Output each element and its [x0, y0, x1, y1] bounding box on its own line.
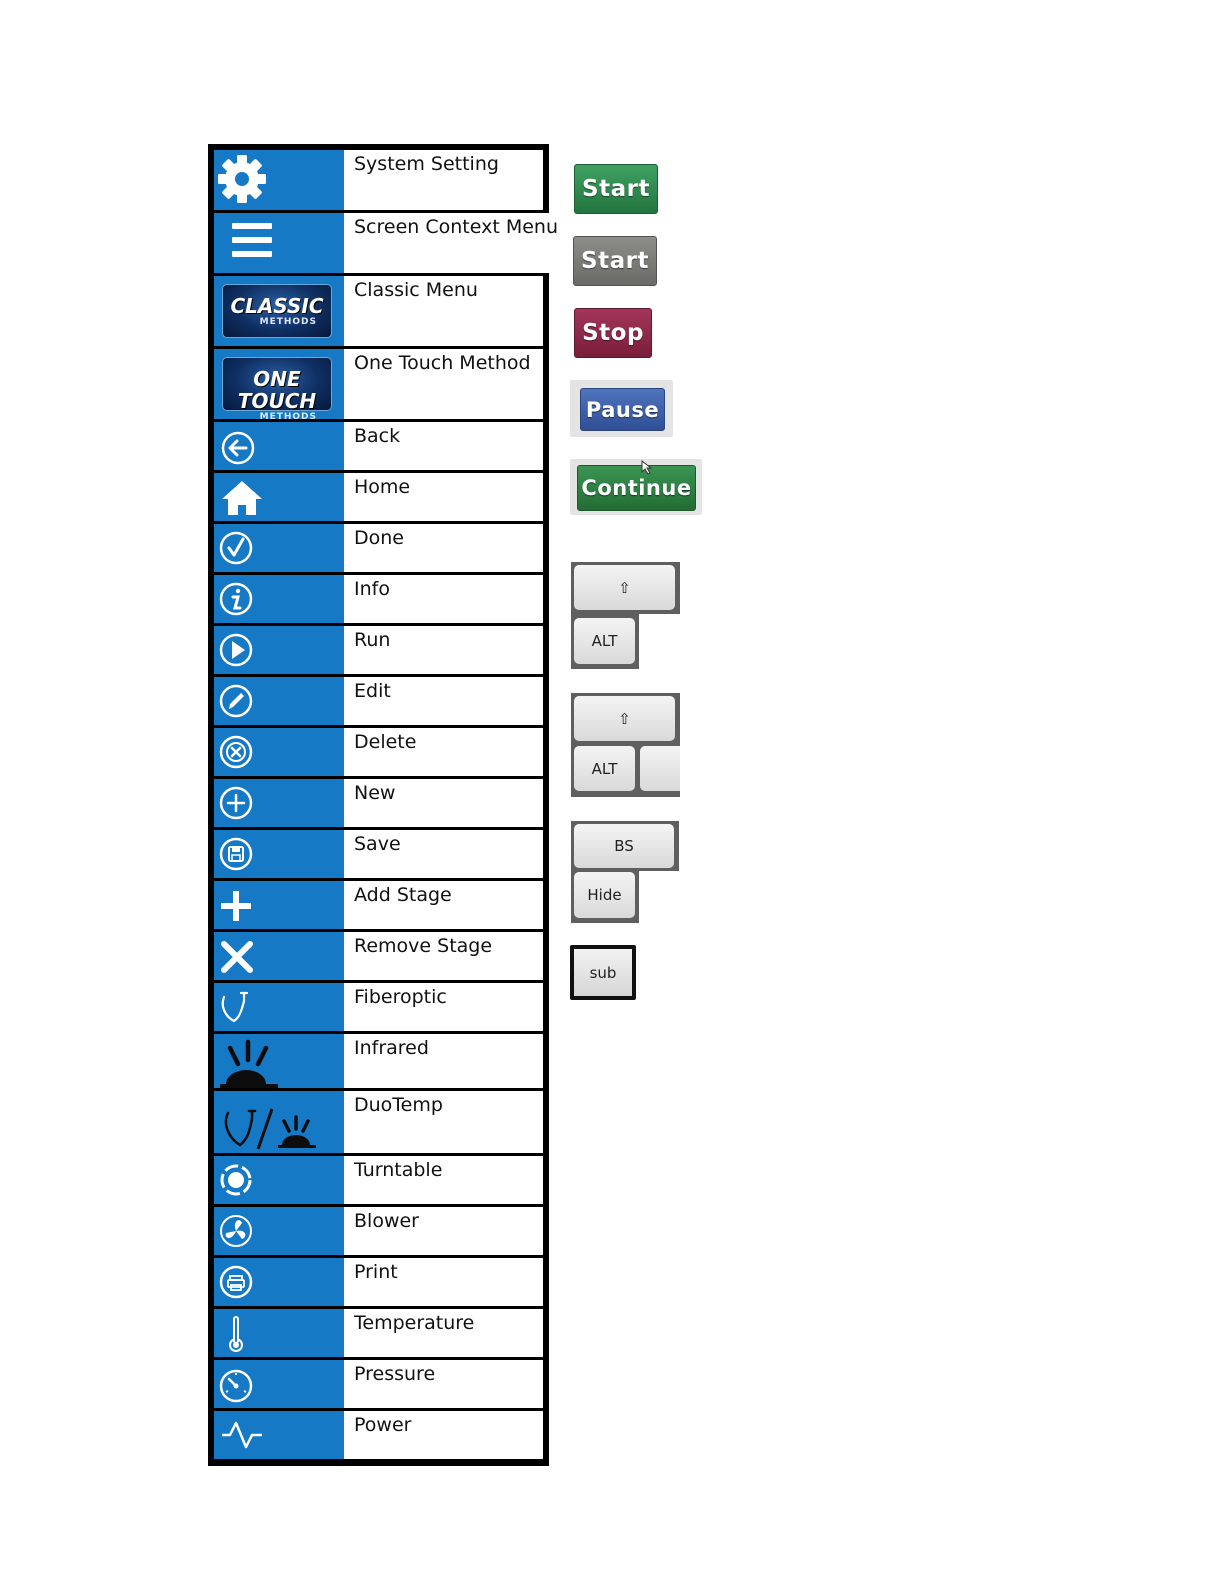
legend-label: Infrared: [344, 1034, 543, 1088]
legend-label: Classic Menu: [344, 276, 543, 346]
legend-row: [214, 1258, 543, 1306]
legend-label: Remove Stage: [344, 932, 543, 980]
legend-icon-cell: [214, 1411, 344, 1459]
start-button-disabled[interactable]: Start: [573, 236, 657, 286]
legend-icon-cell: [214, 932, 344, 980]
legend-label: System Setting: [344, 150, 543, 210]
logo-subtitle: METHODS: [259, 411, 317, 422]
legend-icon-cell: [214, 349, 344, 422]
legend-row: [214, 830, 543, 878]
mouse-cursor-icon: [641, 460, 655, 476]
legend-icon-cell: [214, 779, 344, 827]
legend-icon-cell: [214, 422, 344, 470]
legend-row: [214, 626, 543, 674]
legend-label: Home: [344, 473, 543, 521]
blank-key[interactable]: [640, 746, 680, 791]
legend-icon-cell: [214, 1034, 344, 1088]
backspace-key[interactable]: BS: [574, 824, 674, 868]
legend-label: Turntable: [344, 1156, 543, 1204]
legend-row: [214, 575, 543, 623]
legend-label: Back: [344, 422, 543, 470]
legend-row: [214, 983, 543, 1031]
legend-icon-cell: [214, 983, 344, 1031]
legend-row: [214, 677, 543, 725]
legend-row: [214, 728, 543, 776]
legend-label: Edit: [344, 677, 543, 725]
legend-icon-cell: [214, 473, 344, 521]
legend-row: [214, 1309, 543, 1357]
legend-label: Print: [344, 1258, 543, 1306]
legend-row: [214, 276, 543, 346]
legend-row: [214, 213, 558, 273]
sub-key[interactable]: sub: [570, 945, 636, 1000]
legend-label: Temperature: [344, 1309, 543, 1357]
icon-legend-panel: [208, 144, 558, 1466]
legend-label: Run: [344, 626, 543, 674]
legend-row: [214, 1411, 543, 1459]
legend-label: Add Stage: [344, 881, 543, 929]
alt-key[interactable]: ALT: [574, 618, 635, 664]
pause-button[interactable]: Pause: [580, 388, 665, 431]
legend-icon-cell: [214, 1091, 344, 1153]
legend-row: [214, 1034, 543, 1088]
legend-icon-cell: [214, 150, 344, 210]
legend-icon-cell: [214, 626, 344, 674]
legend-icon-cell: [214, 1207, 344, 1255]
legend-row: [214, 1207, 543, 1255]
alt-key-2[interactable]: ALT: [574, 746, 635, 791]
legend-icon-cell: [214, 1258, 344, 1306]
legend-row: [214, 349, 543, 422]
stop-button[interactable]: Stop: [574, 308, 652, 358]
one-touch-methods-logo[interactable]: [222, 357, 332, 422]
start-button[interactable]: Start: [574, 164, 658, 214]
legend-icon-cell: [214, 213, 344, 273]
logo-subtitle: METHODS: [259, 317, 317, 328]
legend-icon-cell: [214, 1309, 344, 1357]
legend-label: Info: [344, 575, 543, 623]
legend-row: [214, 881, 543, 929]
legend-row: [214, 1156, 543, 1204]
legend-row: [214, 422, 543, 470]
legend-label: New: [344, 779, 543, 827]
legend-label: One Touch Method: [344, 349, 543, 419]
legend-icon-cell: [214, 830, 344, 878]
legend-label: Fiberoptic: [344, 983, 543, 1031]
legend-row: [214, 1091, 543, 1153]
legend-label: Save: [344, 830, 543, 878]
legend-icon-cell: [214, 575, 344, 623]
classic-methods-logo[interactable]: [222, 284, 332, 338]
legend-label: Done: [344, 524, 543, 572]
legend-icon-cell: [214, 881, 344, 929]
legend-label: Power: [344, 1411, 543, 1459]
legend-icon-cell: [214, 524, 344, 572]
legend-row: [214, 473, 543, 521]
legend-label: Screen Context Menu: [344, 213, 558, 273]
legend-icon-cell: [214, 728, 344, 776]
legend-label: Blower: [344, 1207, 543, 1255]
hide-key[interactable]: Hide: [574, 872, 635, 918]
legend-row: [214, 150, 543, 210]
legend-label: Delete: [344, 728, 543, 776]
logo-title: ONE TOUCH: [237, 366, 317, 413]
legend-row: [214, 524, 543, 572]
legend-icon-cell: [214, 677, 344, 725]
continue-button[interactable]: Continue: [577, 465, 696, 511]
legend-label: Pressure: [344, 1360, 543, 1408]
logo-title: CLASSIC: [230, 294, 324, 319]
legend-icon-cell: [214, 1360, 344, 1408]
legend-label: DuoTemp: [344, 1091, 543, 1153]
shift-key-2[interactable]: ⇧: [574, 696, 675, 741]
legend-row: [214, 779, 543, 827]
legend-row: [214, 1360, 543, 1408]
legend-icon-cell: [214, 1156, 344, 1204]
shift-key[interactable]: ⇧: [574, 565, 675, 610]
legend-row: [214, 932, 543, 980]
legend-icon-cell: [214, 276, 344, 346]
